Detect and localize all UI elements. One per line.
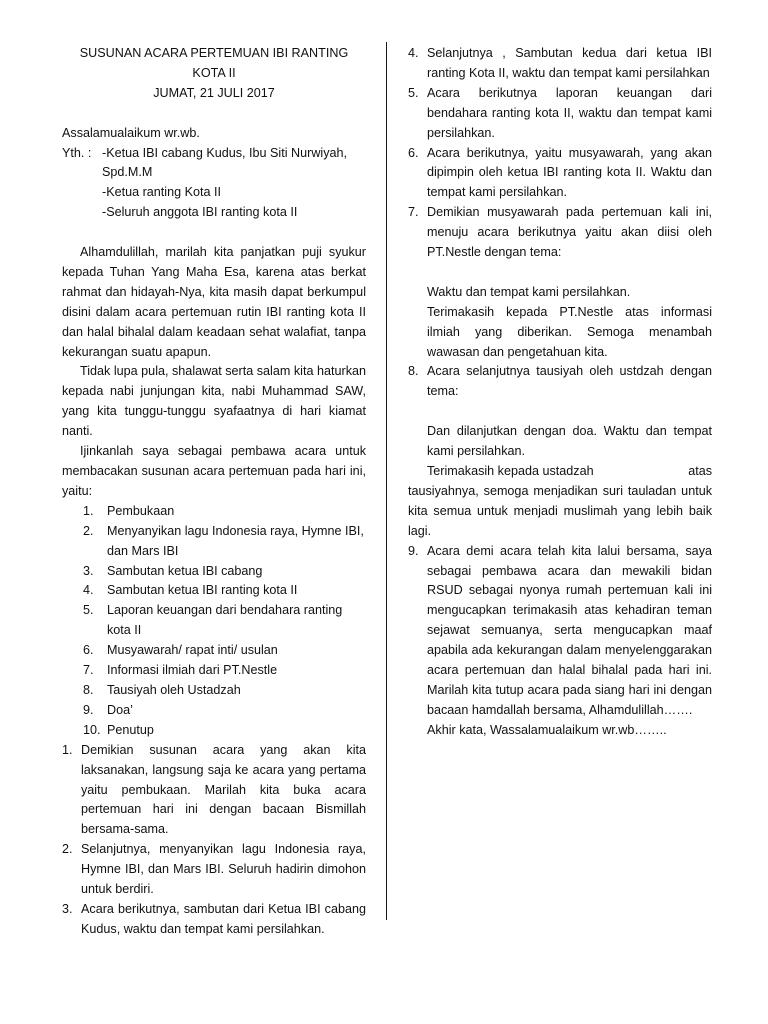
step-item: 2. Selanjutnya, menyanyikan lagu Indonesia raya, Hymne IBI, dan Mars IBI. Seluruh hadirin dimohon untuk berdiri. — [62, 842, 366, 897]
thanks-ustadzah-rest: tausiyahnya, semoga menjadikan suri tauladan untuk kita semua untuk menjadi muslimah yang lebih baik lagi. — [408, 483, 712, 538]
right-column — [408, 44, 712, 741]
addressee-line: -Ketua ranting Kota II — [102, 185, 222, 200]
step-item: 5. Acara berikutnya laporan keuangan dari bendahara ranting kota II, waktu dan tempat kami persilahkan. — [408, 85, 712, 140]
agenda-item: 1. Pembukaan — [83, 503, 175, 518]
step8-closing: Dan dilanjutkan dengan doa. Waktu dan tempat kami persilahkan. — [427, 424, 712, 459]
thanks-ustadzah-line: Terimakasih kepada ustadzah atas — [427, 464, 712, 478]
step7-closing: Waktu dan tempat kami persilahkan. — [427, 284, 631, 299]
agenda-list — [62, 502, 366, 741]
step-item: 7. Demikian musyawarah pada pertemuan kali ini, menuju acara berikutnya yaitu akan diisi oleh PT.Nestle dengan tema: — [408, 205, 712, 260]
agenda-item: 4. Sambutan ketua IBI ranting kota II — [83, 583, 298, 598]
step7-thanks: Terimakasih kepada PT.Nestle atas informasi ilmiah yang diberikan. Semoga menambah wawasan dan pengetahuan kita. — [427, 304, 712, 359]
agenda-item: 2. Menyanyikan lagu Indonesia raya, Hymne IBI, dan Mars IBI — [83, 523, 364, 558]
agenda-item: 6. Musyawarah/ rapat inti/ usulan — [83, 643, 278, 658]
agenda-item: 7. Informasi ilmiah dari PT.Nestle — [83, 663, 278, 678]
addressee-line: -Seluruh anggota IBI ranting kota II — [102, 205, 298, 220]
step-item: 3. Acara berikutnya, sambutan dari Ketua IBI cabang Kudus, waktu dan tempat kami persilahkan. — [62, 901, 366, 936]
greeting: Assalamualaikum wr.wb. — [62, 125, 200, 140]
closing-salam: Akhir kata, Wassalamualaikum wr.wb…….. — [427, 722, 667, 737]
addressee-label: Yth. : — [62, 145, 92, 160]
step-item: 1. Demikian susunan acara yang akan kita laksanakan, langsung saja ke acara yang pertama yaitu pembukaan. Marilah kita buka acara pertemuan hari ini dengan bacaan Bismillah bersama-sama. — [62, 742, 366, 837]
step-item: 6. Acara berikutnya, yaitu musyawarah, yang akan dipimpin oleh ketua IBI ranting kota II. Waktu dan tempat kami persilahkan. — [408, 145, 712, 200]
agenda-item: 8. Tausiyah oleh Ustadzah — [83, 682, 241, 697]
step-item: 8. Acara selanjutnya tausiyah oleh ustdzah dengan tema: — [408, 364, 712, 399]
addressee-line: -Ketua IBI cabang Kudus, Ibu Siti Nurwiyah, Spd.M.M — [102, 145, 348, 180]
opening-paragraph: Alhamdulillah, marilah kita panjatkan puji syukur kepada Tuhan Yang Maha Esa, karena atas berkat rahmat dan hidayah-Nya, kita masih dapat berkumpul disini dalam acara pertemuan rutin IBI ranting kota II dan halal bihalal dalam keadaan sehat walafiat, tanpa kekurangan suatu apapun. — [62, 245, 366, 359]
document-title: SUSUNAN ACARA PERTEMUAN IBI RANTING KOTA II — [79, 46, 349, 80]
agenda-item: 3. Sambutan ketua IBI cabang — [83, 563, 263, 578]
intro-paragraph: Ijinkanlah saya sebagai pembawa acara untuk membacakan susunan acara pertemuan pada hari ini, yaitu: — [62, 444, 366, 498]
column-divider — [386, 42, 387, 920]
agenda-item: 5. Laporan keuangan dari bendahara ranting kota II — [83, 603, 343, 638]
agenda-item: 10. Penutup — [83, 722, 154, 737]
salawat-paragraph: Tidak lupa pula, shalawat serta salam kita haturkan kepada nabi junjungan kita, nabi Muhammad SAW, yang kita tunggu-tunggu syafaatnya di hari kiamat nanti. — [62, 364, 366, 439]
steps-list — [62, 741, 366, 940]
step-item: 4. Selanjutnya , Sambutan kedua dari ketua IBI ranting Kota II, waktu dan tempat kami persilahkan — [408, 46, 712, 80]
document-date: JUMAT, 21 JULI 2017 — [153, 85, 275, 100]
left-column — [62, 44, 366, 940]
addressee-block — [62, 144, 366, 224]
agenda-item: 9. Doa’ — [83, 702, 133, 717]
step-item: 9. Acara demi acara telah kita lalui bersama, saya sebagai pembawa acara dan mewakili bidan RSUD sebagai nyonya rumah pertemuan kali ini mengucapkan terimakasih atas kehadiran teman sejawat semuanya, serta mengucapkan maaf apabila ada kekurangan dalam menyelenggarakan acara pertemuan dan halal bihalal pada hari ini. Marilah kita tutup acara pada siang hari ini dengan bacaan hamdallah bersama, Alhamdulillah……. — [408, 543, 712, 717]
